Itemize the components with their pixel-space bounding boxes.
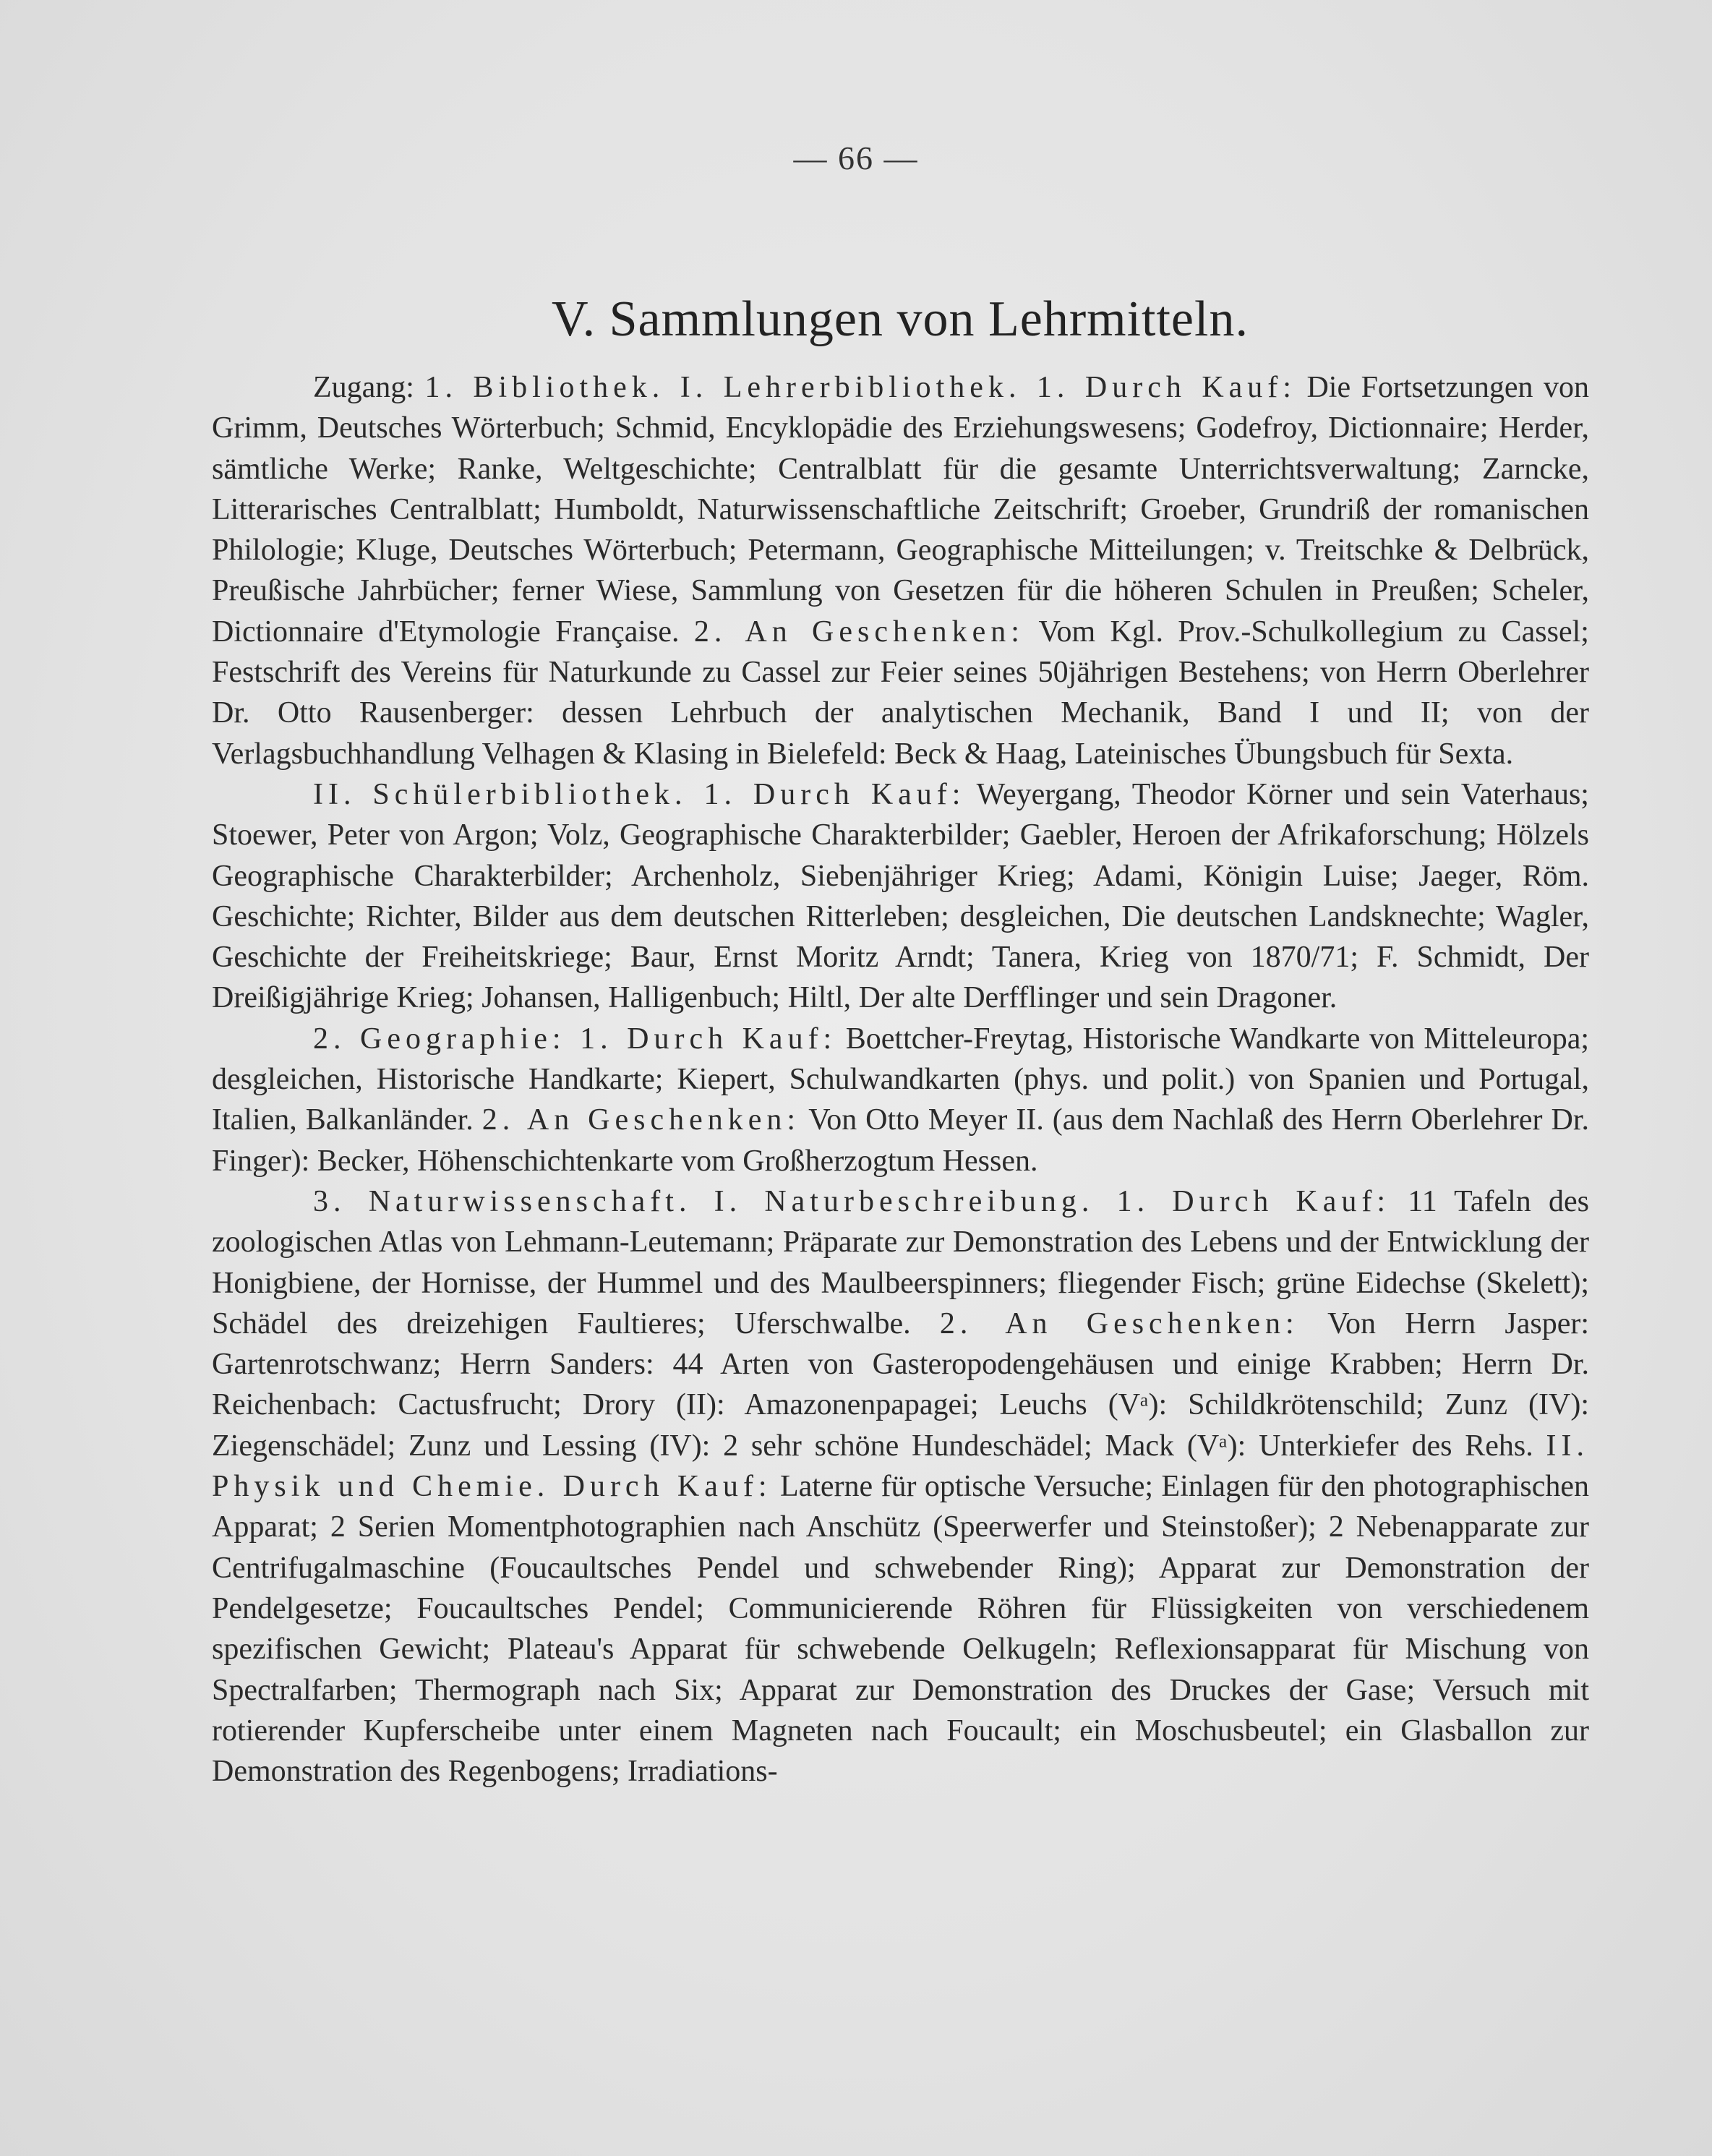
paragraph-zugang xyxy=(212,367,1589,774)
body-text xyxy=(212,367,1589,1792)
naturwissenschaft-lead: 3. Naturwissenschaft. I. Naturbeschreibung. 1. Durch Kauf: xyxy=(313,1184,1391,1218)
paragraph-geographie xyxy=(212,1019,1589,1181)
naturwissenschaft-text-3: Laterne für optische Versuche; Einlagen für den photographischen Apparat; 2 Serien Momentphotographien nach Anschütz (Speerwerfer und Steinstoßer); 2 Nebenapparate zur Centrifugalmaschine (Foucaultsches Pendel und schwebender Ring); Apparat zur Demonstration der Pendelgesetze; Foucaultsches Pendel; Communicierende Röhren für Flüssigkeiten von verschiedenem spezifischen Gewicht; Plateau's Apparat für schwebende Oelkugeln; Reflexionsapparat für Mischung von Spectralfarben; Thermograph nach Six; Apparat zur Demonstration des Druckes der Gase; Versuch mit rotierender Kupferscheibe unter einem Magneten nach Foucault; ein Moschusbeutel; ein Glasballon zur Demonstration des Regenbogens; Irradiations- xyxy=(212,1470,1590,1789)
zugang-text-2: Vom Kgl. Prov.-Schulkollegium zu Cassel; Festschrift des Vereins für Naturkunde zu Cassel zur Feier seines 50jährigen Bestehens; von Herrn Oberlehrer Dr. Otto Rausenberger: dessen Lehrbuch der analytischen Mechanik, Band I und II; von der Verlagsbuchhandlung Velhagen & Klasing in Bielefeld: Beck & Haag, Lateinisches Übungsbuch für Sexta. xyxy=(212,615,1589,771)
naturwissenschaft-lead-2: 2. An Geschenken: xyxy=(939,1306,1299,1340)
schuelerbibliothek-text: Weyergang, Theodor Körner und sein Vaterhaus; Stoewer, Peter von Argon; Volz, Geographische Charakterbilder; Gaebler, Heroen der Afrikaforschung; Hölzels Geographische Charakterbilder; Archenholz, Siebenjähriger Krieg; Adami, Königin Luise; Jaeger, Röm. Geschichte; Richter, Bilder aus dem deutschen Ritterleben; desgleichen, Die deutschen Landsknechte; Wagler, Geschichte der Freiheitskriege; Baur, Ernst Moritz Arndt; Tanera, Krieg von 1870/71; F. Schmidt, Der Dreißigjährige Krieg; Johansen, Halligenbuch; Hiltl, Der alte Derfflinger und sein Dragoner. xyxy=(212,777,1589,1015)
section-title: V. Sammlungen von Lehrmitteln. xyxy=(552,291,1249,347)
naturwissenschaft-lead-3: II. Physik und Chemie. Durch Kauf: xyxy=(212,1429,1589,1504)
paragraph-schuelerbibliothek xyxy=(212,774,1589,1019)
geographie-text-2: Von Otto Meyer II. (aus dem Nachlaß des Herrn Oberlehrer Dr. Finger): Becker, Höhenschichtenkarte vom Großherzogtum Hessen. xyxy=(212,1103,1589,1178)
geographie-lead: 2. Geographie: 1. Durch Kauf: xyxy=(313,1022,837,1056)
page-number: — 66 — xyxy=(793,140,919,176)
geographie-text-1: Boettcher-Freytag, Historische Wandkarte von Mitteleuropa; desgleichen, Historische Handkarte; Kiepert, Schulwandkarten (phys. und polit.) von Spanien und Portugal, Italien, Balkanländer. xyxy=(212,1022,1590,1137)
naturwissenschaft-text-1: 11 Tafeln des zoologischen Atlas von Lehmann-Leutemann; Präparate zur Demonstration des Lebens und der Entwicklung der Honigbiene, der Hornisse, der Hummel und des Maulbeerspinners; fliegender Fisch; grüne Eidechse (Skelett); Schädel des dreizehigen Faultieres; Uferschwalbe. xyxy=(212,1184,1589,1340)
zugang-lead: 1. Bibliothek. I. Lehrerbibliothek. 1. Durch Kauf: xyxy=(424,371,1296,404)
zugang-label: Zugang: xyxy=(313,371,414,404)
naturwissenschaft-text-2: Von Herrn Jasper: Gartenrotschwanz; Herrn Sanders: 44 Arten von Gasteropodengehäusen und einige Krabben; Herrn Dr. Reichenbach: Cactusfrucht; Drory (II): Amazonenpapagei; Leuchs (Vᵃ): Schildkrötenschild; Zunz (IV): Ziegenschädel; Zunz und Lessing (IV): 2 sehr schöne Hundeschädel; Mack (Vᵃ): Unterkiefer des Rehs. xyxy=(212,1306,1589,1463)
paragraph-naturwissenschaft xyxy=(212,1181,1589,1792)
schuelerbibliothek-lead: II. Schülerbibliothek. 1. Durch Kauf: xyxy=(313,777,966,811)
geographie-lead-2: 2. An Geschenken: xyxy=(482,1103,801,1137)
zugang-lead-2: 2. An Geschenken: xyxy=(693,615,1024,649)
zugang-text-1: Die Fortsetzungen von Grimm, Deutsches Wörterbuch; Schmid, Encyklopädie des Erziehungswesens; Godefroy, Dictionnaire; Herder, sämtliche Werke; Ranke, Weltgeschichte; Centralblatt für die gesamte Unterrichtsverwaltung; Zarncke, Litterarisches Centralblatt; Humboldt, Naturwissenschaftliche Zeitschrift; Groeber, Grundriß der romanischen Philologie; Kluge, Deutsches Wörterbuch; Petermann, Geographische Mitteilungen; v. Treitschke & Delbrück, Preußische Jahrbücher; ferner Wiese, Sammlung von Gesetzen für die höheren Schulen in Preußen; Scheler, Dictionnaire d'Etymologie Française. xyxy=(212,371,1590,649)
